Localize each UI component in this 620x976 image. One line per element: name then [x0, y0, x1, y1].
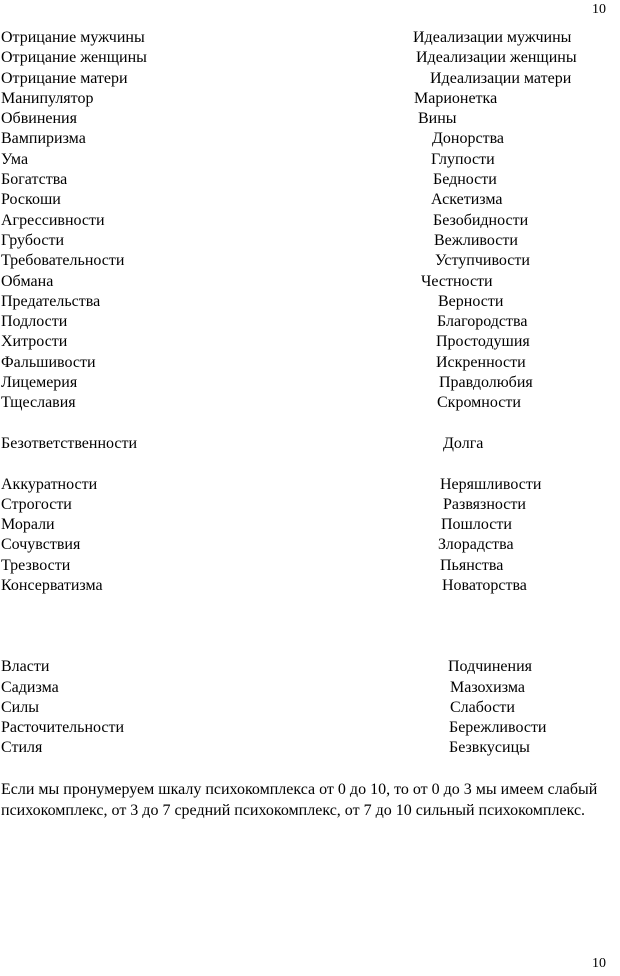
pair-left-term: Морали [1, 516, 55, 534]
pair-row [0, 556, 620, 576]
pair-right-term: Вины [418, 110, 457, 128]
pair-row [0, 353, 620, 373]
pair-left-term: Безответственности [1, 434, 138, 452]
page-number-top: 10 [592, 2, 606, 17]
pair-row [0, 434, 620, 454]
pair-left-term: Фальшивости [1, 353, 96, 371]
pair-left-term: Отрицание женщины [1, 49, 147, 67]
pair-right-term: Донорства [432, 130, 505, 148]
pair-left-term: Агрессивности [1, 211, 105, 229]
pair-right-term: Новаторства [442, 577, 527, 595]
pair-row [0, 332, 620, 352]
pair-left-term: Силы [1, 698, 39, 716]
pair-left-term: Расточительности [1, 719, 125, 737]
pair-left-term: Аккуратности [1, 475, 98, 493]
pair-left-term: Вампиризма [1, 130, 86, 148]
pair-row [0, 69, 620, 89]
pair-right-term: Развязности [443, 495, 526, 513]
pair-left-term: Садизма [1, 678, 59, 696]
pair-right-term: Пьянства [440, 556, 504, 574]
pair-row [0, 475, 620, 495]
pair-right-term: Идеализации матери [430, 69, 572, 87]
pair-row [0, 150, 620, 170]
pair-right-term: Простодушия [436, 333, 530, 351]
pair-left-term: Манипулятор [1, 89, 94, 107]
pair-right-term: Аскетизма [431, 191, 503, 209]
pair-left-term: Предательства [1, 292, 101, 310]
pair-row [0, 251, 620, 271]
pair-left-term: Власти [1, 658, 50, 676]
pair-left-term: Лицемерия [1, 374, 78, 392]
page-number-bottom: 10 [592, 956, 606, 971]
pair-left-term: Строгости [1, 495, 72, 513]
pair-right-term: Мазохизма [450, 678, 525, 696]
pair-left-term: Тщеславия [1, 394, 76, 412]
pair-right-term: Безобидности [433, 211, 529, 229]
pair-left-term: Обмана [1, 272, 54, 290]
pair-right-term: Глупости [431, 150, 495, 168]
scale-paragraph: Если мы пронумеруем шкалу психокомплекса от 0 до 10, то от 0 до 3 мы имеем слабый психокомплекс, от 3 до 7 средний психокомплекс, от 7 до 10 сильный психокомплекс. [1, 781, 598, 819]
pair-right-term: Марионетка [414, 89, 498, 107]
pair-row [0, 576, 620, 596]
pair-left-term: Хитрости [1, 333, 68, 351]
pair-row [0, 211, 620, 231]
pair-left-term: Роскоши [1, 191, 61, 209]
pair-left-term: Богатства [1, 171, 68, 189]
pair-right-term: Верности [438, 292, 504, 310]
pair-row [0, 272, 620, 292]
pair-row [0, 535, 620, 555]
pair-row [0, 657, 620, 677]
blank-line [0, 617, 620, 637]
pair-right-term: Безвкусицы [449, 739, 530, 757]
pair-right-term: Искренности [436, 353, 526, 371]
pair-right-term: Благородства [437, 313, 528, 331]
pair-right-term: Подчинения [448, 658, 532, 676]
pair-row [0, 738, 620, 758]
pair-left-term: Обвинения [1, 110, 77, 128]
pair-right-term: Идеализации мужчины [413, 29, 572, 46]
pair-row [0, 28, 620, 48]
pair-row [0, 48, 620, 68]
pair-left-term: Трезвости [1, 556, 71, 574]
pair-left-term: Отрицание мужчины [1, 29, 145, 46]
opposites-list [0, 28, 620, 759]
pair-row [0, 718, 620, 738]
pair-row [0, 170, 620, 190]
pair-left-term: Требовательности [1, 252, 125, 270]
pair-right-term: Честности [421, 272, 493, 290]
pair-left-term: Стиля [1, 739, 43, 757]
pair-left-term: Сочувствия [1, 536, 81, 554]
pair-right-term: Пошлости [441, 516, 512, 534]
pair-row [0, 231, 620, 251]
pair-row [0, 678, 620, 698]
pair-right-term: Вежливости [434, 231, 518, 249]
pair-row [0, 495, 620, 515]
pair-right-term: Неряшливости [440, 475, 542, 493]
pair-row [0, 129, 620, 149]
blank-line [0, 414, 620, 434]
pair-right-term: Правдолюбия [439, 374, 533, 392]
pair-row [0, 89, 620, 109]
pair-left-term: Консерватизма [1, 577, 103, 595]
pair-row [0, 515, 620, 535]
pair-right-term: Долга [443, 434, 484, 452]
pair-row [0, 190, 620, 210]
pair-right-term: Слабости [450, 698, 515, 716]
pair-row [0, 292, 620, 312]
blank-line [0, 454, 620, 474]
pair-right-term: Уступчивости [435, 252, 530, 270]
pair-left-term: Отрицание матери [1, 69, 128, 87]
pair-row [0, 109, 620, 129]
pair-row [0, 373, 620, 393]
pair-right-term: Бедности [433, 171, 497, 189]
pair-right-term: Скромности [437, 394, 521, 412]
pair-row [0, 312, 620, 332]
pair-left-term: Подлости [1, 313, 68, 331]
pair-row [0, 393, 620, 413]
blank-line [0, 596, 620, 616]
pair-right-term: Бережливости [449, 719, 547, 737]
pair-left-term: Грубости [1, 231, 65, 249]
pair-row [0, 698, 620, 718]
pair-right-term: Злорадства [438, 536, 514, 554]
blank-line [0, 637, 620, 657]
pair-right-term: Идеализации женщины [416, 49, 577, 67]
pair-left-term: Ума [1, 150, 29, 168]
